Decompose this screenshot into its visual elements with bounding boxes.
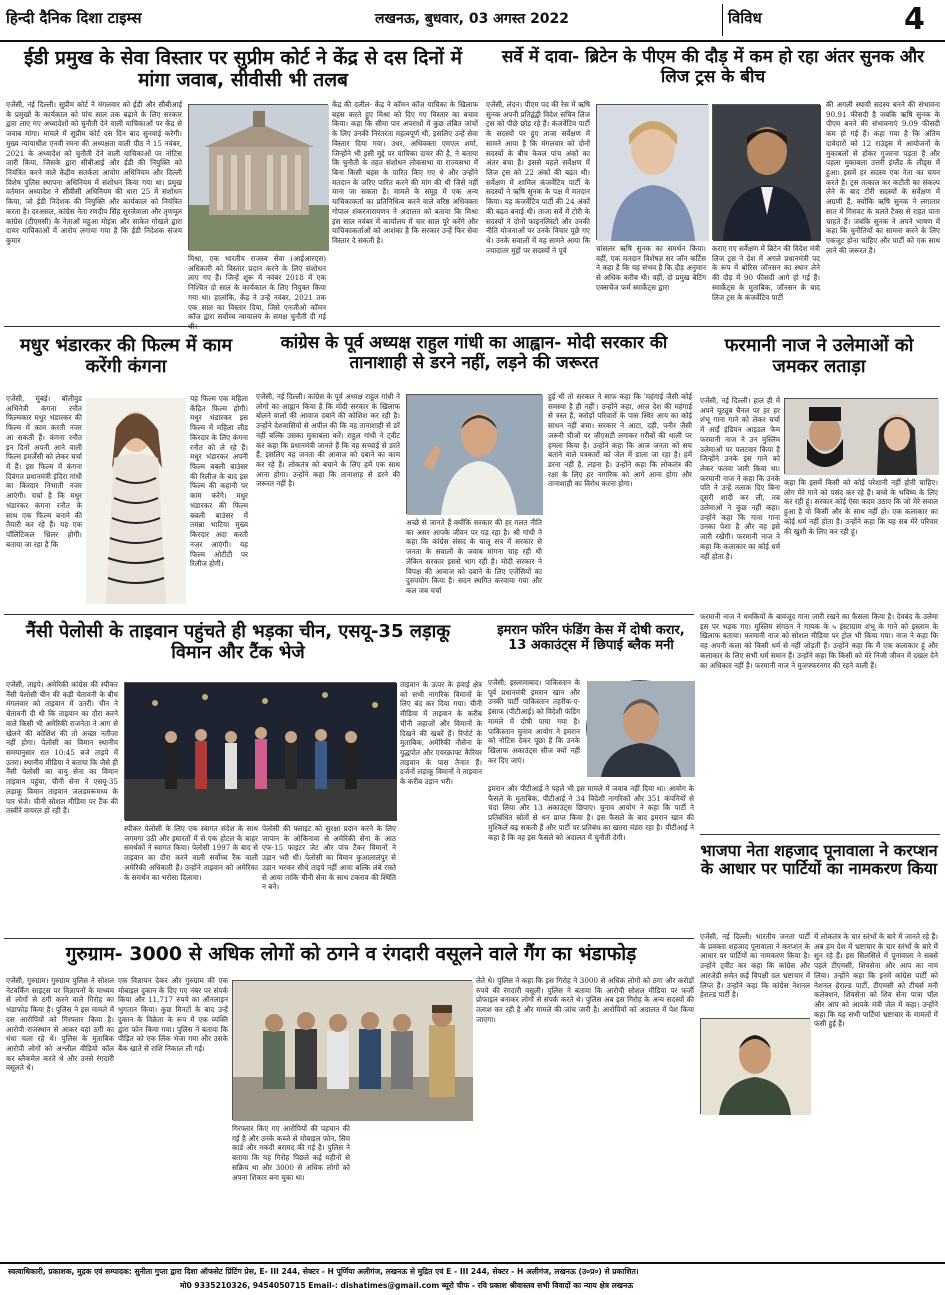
page-number: 4 <box>904 2 925 37</box>
imran-body-col2: इमरान और पीटीआई ने पहले भी इस मामले में जवाब नहीं दिया था। आयोग के फैसले के मुताबिक, पीटीआई ने 34 विदेशी नागरिकों और 351 कंपनियों से चंदा लिया और 13 अकाउंट्स छिपाए। चुनाव आयोग ने कहा कि पार्टी ने प्रतिबंधित स्रोतों से धन प्राप्त किया है। इस फैसले के बाद इमरान खान की मुश्किलें बढ़ सकती हैं और पार्टी पर प्रतिबंध का खतरा मंडरा रहा है। पीटीआई ने कहा है कि वह इस फैसले को अदालत में चुनौती देगी। <box>488 784 694 842</box>
uk-survey-body-col2: चांसलर ऋषि सुनक का समर्थन किया। वहीं, एक मतदान विशेषज्ञ सर जॉन कर्टिस ने कहा है कि यह संभव है कि दौड़ अनुमान से अधिक करीब थी। वहीं, दो प्रमुख बेटिंग एक्सचेंज फर्म स्मार्केट्स द्वारा <box>596 244 706 292</box>
pelosi-body-col3: पेलोसी की फ्लाइट को सुरक्षा प्रदान करने के लिए जापान के ओकिनावा से अमेरिकी सेना के आठ एफ-15 फाइटर जेट और पांच टैंकर विमानों ने उड़ान भरी थी। पेलोसी का विमान कुआलालंपुर से उड़ान भरकर सीधे ताइपे नहीं आया बल्कि लंबे रास्ते से आया ताकि चीनी सेना के साथ टकराव की स्थिति न बने। <box>262 824 396 892</box>
poonawala-headline: भाजपा नेता शहजाद पूनावाला ने करप्शन के आधार पर पार्टियों का नामकरण किया <box>700 841 938 879</box>
paper-name: हिन्दी दैनिक दिशा टाइम्स <box>6 9 142 27</box>
ed-court-body-col3: केंद्र की दलील- केंद्र ने कॉमन कॉज याचिका के खिलाफ बहस करते हुए मिश्रा को दिए गए विस्तार का बचाव किया। कहा कि सीमा पार अपराधों में कुछ लंबित जांचों के लिए उनकी निरंतरता महत्वपूर्ण थी, इसलिए उन्हें सेवा विस्तार दिया गया। उधर, अधिवक्ता एमएल शर्मा, जिन्होंने भी इसी मुद्दे पर याचिका दायर की है, ने बताया कि चुनौती के तहत संशोधन लोकसभा या राज्यसभा में बिना किसी बहस के पारित किए गए थे और उन्होंने मतदान के जरिए पारित करने की मांग की थी जिसे नहीं माना जा सकता है। मामले के समूह में एक अन्य याचिकाकर्ता का प्रतिनिधित्व करने वाले वरिष्ठ अधिवक्ता गोपाल शंकरनारायणन ने अदालत को बताया कि मिश्रा इस साल नवंबर में कार्यालय में चार साल पूरे करेंगे और याचिकाकर्ताओं को आशंका है कि सरकार उन्हें फिर सेवा विस्तार दे सकती है। <box>332 100 478 246</box>
poonawala-body-col2: में लोकतंत्र के चार स्तंभों के बारे में जानते रहे हैं। अब हम देश में भ्रष्टाचार के चार स्तंभों के बारे में सुन रहे हैं। इस सिलसिले में पूनावाला ने सबसे पहले टीएमसी, शिवसेना और आप का नाम लिया। उन्होंने कहा कि इनमें कांग्रेस पार्टी को नेशनल हेराल्ड पार्टी, टीएमसी को टीचर्स मनी कलेक्शन, शिवसेना को शिव सेना पात्रा चॉल और आप को आपके मंत्री जेल में कहा। उन्होंने कहा कि यह सभी पार्टियां भ्रष्टाचार के मामलों में फंसी हुई हैं। <box>814 932 938 1029</box>
farmani-body-col1: एजेंसी, नई दिल्ली। हाल ही में अपने यूट्यूब चैनल पर हर हर शंभू गाना गाने को लेकर चर्चा में आईं इंडियन आइडल फेम फरमानी नाज ने उन मुस्लिम उलेमाओं पर पलटवार किया है जिन्होंने उनके इस गाने को लेकर फतवा जारी किया था। फरमानी नाज ने कहा कि उनके पति ने उन्हें तलाक दिए बिना दूसरी शादी कर ली, तब उलेमाओं ने कुछ नहीं कहा। उन्होंने कहा कि गाना गाना उनका पेशा है और वह इसे जारी रखेंगी। फरमानी नाज ने कहा कि कलाकार का कोई धर्म नहीं होता है। <box>700 396 780 561</box>
uk-survey-body-col3: कराए गए सर्वेक्षण में ब्रिटेन की विदेश मंत्री लिज ट्रस ने देश में अगले प्रधानमंत्री पद के रूप में बोरिस जॉनसन का स्थान लेने की दौड़ में 90 फीसदी आगे हो गई हैं। स्मार्केट्स के मुताबिक, जॉनसन के बाद लिज ट्रस के कंजर्वेटिव पार्टी <box>712 244 820 302</box>
footer-imprint: स्वत्वाधिकारी, प्रकाशक, मुद्रक एवं सम्पादक: सुनीता गुप्ता द्वारा दिशा ऑफसेट प्रिंटिंग प्रेस, E- III 244, सेक्टर - H पूर्णिया अलीगंज, लखनऊ से मुद्रित एवं E - III 244, सेक्टर - H अलीगंज, लखनऊ (उ०प्र०) से प्रकाशित। <box>8 1267 639 1276</box>
section-rule <box>4 326 940 327</box>
rahul-gandhi-photo <box>406 394 542 514</box>
gurugram-body-col2: एक विज्ञापन देकर और गुरुग्राम की एक मोबाइल दुकान के दिए गए नंबर पर संपर्क किया और 11,717 रुपये का ऑनलाइन भुगतान किया। कुछ मिनटों के बाद उन्हें दुकान के विक्रेता के रूप में एक व्यक्ति द्वारा फोन किया गया। पुलिस ने बताया कि पीड़ित को एक लिंक भेजा गया और उसके बैंक खाते से राशि निकाल ली गई। <box>118 976 228 1054</box>
uk-survey-headline: सर्वे में दावा- ब्रिटेन के पीएम की दौड़ में कम हो रहा अंतर सुनक और लिज ट्रस के बीच <box>501 47 925 87</box>
gurugram-body-col4: लेते थे। पुलिस ने कहा कि इस गिरोह ने 3000 से अधिक लोगों को ठगा और करोड़ों रुपये की रंगदारी वसूली। पुलिस ने बताया कि आरोपी सोशल मीडिया पर फर्जी प्रोफाइल बनाकर लोगों से संपर्क करते थे। पुलिस अब इस गिरोह के अन्य सदस्यों की तलाश कर रही है और मामले की जांच जारी है। आरोपियों को अदालत में पेश किया जाएगा। <box>476 976 694 1024</box>
farmani-headline: फरमानी नाज ने उलेमाओं को जमकर लताड़ा <box>724 335 914 377</box>
pelosi-body-col4: ताइवान के ऊपर के हवाई क्षेत्र को सभी नागरिक विमानों के लिए बंद कर दिया गया। चीनी मीडिया में ताइवान के करीब चीनी जहाजों और विमानों के दिखने की खबरें हैं। रिपोर्ट के मुताबिक, अमेरिकी नौसेना के युद्धपोत और एयरक्राफ्ट कैरियर ताइवान के पास तैनात हैं। दर्जनों लड़ाकू विमानों ने ताइवान के करीब उड़ान भरी। <box>400 680 482 787</box>
gurugram-body-col3: गिरफ्तार किए गए आरोपियों की पहचान की गई है और उनके कब्जे से मोबाइल फोन, सिम कार्ड और नकदी बरामद की गई है। पुलिस ने बताया कि यह गिरोह पिछले कई महीनों से सक्रिय था और 3000 से अधिक लोगों को अपना शिकार बना चुका था। <box>232 1124 350 1182</box>
imran-khan-photo <box>586 680 694 776</box>
pelosi-body-col1: एजेंसी, ताइपे। अमेरिकी कांग्रेस की स्पीकर नैंसी पेलोसी चीन की कड़ी चेतावनी के बीच मंगलवार को ताइवान में उतरीं। चीन ने चेतावनी दी थी कि ताइवान का दौरा करने वाले किसी भी अमेरिकी राजनेता ने आग से खेलने की कोशिश की तो अच्छा नतीजा नहीं होगा। पेलोसी का विमान स्थानीय समयानुसार रात 10:45 बजे ताइपे में उतरा। स्थानीय मीडिया ने बताया कि जैसे ही नैंसी पेलोसी का वायु सेना का विमान ताइवान पहुंचा, चीनी सेना ने एसयू-35 लड़ाकू विमान ताइवान जलडमरूमध्य के पार भेजे। चीनी सोशल मीडिया पर टैंक की तस्वीरें वायरल हो रही हैं। <box>6 680 118 816</box>
section-rule <box>4 614 694 615</box>
rahul-body-col3: हुई थी तो सरकार ने साफ कहा कि 'महंगाई जैसी कोई समस्या है ही नहीं'। उन्होंने कहा, आज देश की महंगाई से त्रस्त है, करोड़ों परिवारों के पास स्थिर आय का कोई साधन नहीं बचा। सरकार ने आटा, दही, पनीर जैसी जरूरी चीजों पर जीएसटी लगाकर गरीबों की थाली पर हमला किया है। उन्होंने कहा कि आज जनता को सच बताने वाले पत्रकारों को जेल में डाला जा रहा है। हमें डरना नहीं है, लड़ना है। उन्होंने कहा कि लोकतंत्र की रक्षा के लिए हर नागरिक को आगे आना होगा और तानाशाही का विरोध करना होगा। <box>548 392 692 489</box>
rahul-body-col2: अच्छे से जानते हैं क्योंकि सरकार की हर गलत नीति का असर आपके जीवन पर पड़ रहा है। श्री गांधी ने कहा कि कांग्रेस संसद के चालू सत्र में सरकार से जनता के सवालों के जवाब मांगना चाह रही थी लेकिन सरकार इससे भाग रही है। मोदी सरकार ने विपक्ष की आवाज को दबाने के लिए एजेंसियों का दुरुपयोग किया है। सदन स्थगित करवाया गया और कल जब चर्चा <box>406 518 542 596</box>
ed-court-headline: ईडी प्रमुख के सेवा विस्तार पर सुप्रीम कोर्ट ने केंद्र से दस दिनों में मांगा जवाब, सीवीसी भी तलब <box>24 47 462 91</box>
rahul-body-col1: एजेंसी, नई दिल्ली। कांग्रेस के पूर्व अध्यक्ष राहुल गांधी ने लोगों का आह्वान किया है कि मोदी सरकार के खिलाफ बोलने वालों की आवाज दबाने की कोशिश कर रही है। उन्होंने देशवासियों से अपील की कि वह तानाशाही से डरें नहीं बल्कि उसका मुकाबला करें। राहुल गांधी ने ट्वीट कर कहा कि प्रधानमंत्री जानते हैं कि वह सच्चाई से डरते हैं, इसलिए वह जनता की आवाज को दबाने का काम कर रहे हैं। लोकतंत्र को बचाने के लिए हमें एक साथ आना होगा। उन्होंने कहा कि तानाशाह से डरने की जरूरत नहीं है। <box>256 392 400 489</box>
rahul-headline: कांग्रेस के पूर्व अध्यक्ष राहुल गांधी का आह्वान- मोदी सरकार की तानाशाही से डरने नहीं, लड़ने की जरूरत <box>280 333 668 373</box>
farmani-body-col3: फरमानी नाज ने धमकियों के बावजूद गाना जारी रखने का फैसला किया है। देवबंद के उलेमा इस पर भड़क गए। मुस्लिम संगठन ने गायक के ५ इंस्टाग्राम शंभू के गाने को इस्लाम के खिलाफ बताया। फरमानी नाज को सोशल मीडिया पर ट्रोल भी किया गया। नाज ने कहा कि वह अपनी कला को किसी धर्म से नहीं जोड़ती हैं। उन्होंने कहा कि मैं एक कलाकार हूं और कलाकार के लिए सभी धर्म समान हैं। उन्होंने कहा कि किसी को मेरे निजी जीवन में दखल देने का अधिकार नहीं है। फरमानी नाज ने मुजफ्फरनगर की रहने वाली हैं। <box>700 612 938 670</box>
imran-headline: इमरान फॉरेन फंडिंग केस में दोषी करार, 13 अकाउंट्स में छिपाई ब्लैक मनी <box>497 623 685 653</box>
dateline: लखनऊ, बुधवार, 03 अगस्त 2022 <box>375 11 570 27</box>
liz-truss-photo <box>596 104 708 240</box>
supreme-court-photo <box>188 104 328 250</box>
uk-survey-body-col4: की अगली स्थायी सदस्य बनने की संभावना 90.91 फीसदी है जबकि ऋषि सुनक के पीएम बनने की संभावनाएं 9.09 फीसदी कम हो गई हैं। कहा गया है कि अंतिम दावेदारों को 12 राउंड्स में आयोजनों के मुकाबलों से होकर गुजरना पड़ता है और पहला मुकाबला उत्तरी इंग्लैंड के लीड्स में हुआ। इसमें हर सदस्य एक नेता का चयन करते हैं। ट्रस तत्काल कर कटौती का संकल्प लेने के बाद टोरी सदस्यों के सर्वेक्षण में अग्रणी हैं, क्योंकि ऋषि सुनक ने लगातार सात में गिरावट के चलते टैक्स से राहत पाना चाहते हैं। जबकि सुनक ने अपने भाषण में कहा कि चुनौतियों का सामना करने के लिए एकजुट होना चाहिए और पार्टी को एक साथ लाने की जरूरत है। <box>826 100 940 255</box>
pelosi-body-col2: स्पीकर पेलोसी के लिए एक स्वागत संदेश के साथ जगमगा उठी और इमारतों में से एक होटल के बाहर समर्थकों ने स्वागत किया। पेलोसी 1997 के बाद से ताइवान का दौरा करने वाली सर्वोच्च रैंक वाली अमेरिकी अधिकारी हैं। उन्होंने ताइवान को अमेरिका के समर्थन का भरोसा दिलाया। <box>124 824 258 882</box>
uk-survey-body-col1: एजेंसी, लंदन। पीएम पद की रेस में ऋषि सुनक अपनी प्रतिद्वंद्वी विदेश सचिव लिज ट्रस को पीछे छोड़ रहे हैं। कंजर्वेटिव पार्टी के सदस्यों पर हुए ताजा सर्वेक्षण में सामने आया है कि मंगलवार को दोनों सदस्यों के बीच केवल पांच अंकों का अंतर बचा है। इससे पहले सर्वेक्षण में लिज ट्रस को 22 अंकों की बढ़त थी। सर्वेक्षण में शामिल कंजर्वेटिव पार्टी के सदस्यों ने ऋषि सुनक के पक्ष में मतदान किया। यह कंजर्वेटिव पार्टी की 24 अंकों की बढ़त बनाई थी। ताजा सर्वे में टोरी के सदस्यों ने दोनों फाइनलिस्टों और उनकी नीति योजनाओं पर उनके विचार पूछे गए थे। उनके सवालों में यह सामने आया कि ज्यादातर मुद्दों पर सदस्यों ने पूर्व <box>486 100 590 255</box>
poonawala-photo <box>700 1018 810 1114</box>
kangana-body-col1: एजेंसी, मुंबई। बॉलीवुड अभिनेत्री कंगना रनौत फिल्मकार मधुर भंडारकर की फिल्म में काम करती नजर आ सकती हैं। कंगना रनौत इन दिनों अपनी आने वाली फिल्म इमर्जेंसी को लेकर चर्चा में हैं। इस फिल्म में कंगना दिवंगत प्रधानमंत्री इंदिरा गांधी का किरदार निभाती नजर आएंगी। चर्चा है कि मधुर भंडारकर कंगना रनौत के साथ एक फिल्म बनाने की तैयारी कर रहे हैं। यह एक पॉलिटिकल थ्रिलर होगी। बताया जा रहा है कि <box>6 394 82 549</box>
imran-body-col1: एजेंसी, इस्लामाबाद। पाकिस्तान के पूर्व प्रधानमंत्री इमरान खान और उनकी पार्टी पाकिस्तान तहरीक-ए-इंसाफ (पीटीआई) को विदेशी फंडिंग मामले में दोषी पाया गया है। पाकिस्तान चुनाव आयोग ने इमरान को नोटिस देकर पूछा है कि उनके खिलाफ अकाउंट्स सीज क्यों नहीं कर दिए जाएं। <box>488 678 580 765</box>
masthead <box>0 0 945 42</box>
gurugram-headline: गुरुग्राम- 3000 से अधिक लोगों को ठगने व रंगदारी वसूलने वाले गैंग का भंडाफोड़ <box>65 943 637 965</box>
pelosi-taiwan-photo <box>124 682 396 820</box>
farmani-naaz-photo <box>784 398 938 474</box>
section-rule <box>700 834 940 835</box>
gurugram-arrest-photo <box>232 980 472 1120</box>
footer-contact: मो0 9335210326, 9454050715 Email-: dishatimes@gmail.com ब्यूरो चीफ - रवि प्रकाश श्रीवास्तव सभी विवादों का न्याय क्षेत्र लखनऊ <box>180 1281 634 1290</box>
farmani-body-col2: कहा कि इसमें किसी को कोई परेशानी नहीं होनी चाहिए। लोग मेरे गाने को पसंद कर रहे हैं। बच्चे के भविष्य के लिए कर रही हूं। सरकार कोई ऐसा कदम उठाए कि जो मेरे सवाल हुआ है वो किसी और के साथ नहीं हो। एक कलाकार का कोई धर्म नहीं होता है। उन्होंने कहा कि यह सब मेरे परिवार की खुशी के लिए कर रही हूं। <box>784 478 938 536</box>
footer <box>0 1262 945 1295</box>
ed-court-body-col1: एजेंसी, नई दिल्ली। सुप्रीम कोर्ट ने मंगलवार को ईडी और सीबीआई के प्रमुखों के कार्यकाल को पांच साल तक बढ़ाने के लिए सरकार द्वारा लाए गए अध्यादेशों को चुनौती देने वाली याचिकाओं पर केंद्र से जवाब मांगा। मामले में सुप्रीम कोर्ट दस दिन बाद सुनवाई करेगी। मुख्य न्यायाधीश एनवी रमना की अध्यक्षता वाली पीठ ने 15 नवंबर, 2021 के अध्यादेश को चुनौती देने वाली याचिकाओं पर नोटिस जारी किया, जिसके द्वारा सीबीआई और ईडी की नियुक्ति को नियंत्रित करने वाले केंद्रीय सतर्कता आयोग अधिनियम और दिल्ली विशेष पुलिस स्थापना अधिनियम में संशोधन किया गया था। प्रमुख वर्तमान अध्यादेश ने सीवीसी अधिनियम की धारा 25 में संशोधन किया, जो ईडी निदेशक की नियुक्ति और कार्यकाल को नियंत्रित करता है। दरअसल, कांग्रेस नेता रणदीप सिंह सुरजेवाला और तृणमूल कांग्रेस (टीएमसी) के नेताओं महुआ मोइत्रा और साकेत गोखले द्वारा दायर याचिकाओं में आरोप लगाया गया है कि ईडी निदेशक संजय कुमार <box>6 100 182 246</box>
kangana-photo <box>86 398 186 604</box>
pelosi-headline: नैंसी पेलोसी के ताइवान पहुंचते ही भड़का चीन, एसयू-35 लड़ाकू विमान और टैंक भेजे <box>25 621 451 663</box>
section-label: विविध <box>728 9 762 27</box>
gurugram-body-col1: एजेंसी, गुरुग्राम। गुरुग्राम पुलिस ने सोशल नेटवर्किंग साइट्स पर विज्ञापनों के माध्यम से लोगों से ठगी करने वाले गिरोह का भंडाफोड़ किया है। पुलिस ने इस मामले में दस आरोपियों को गिरफ्तार किया है। आरोपी राजस्थान से आकर यहां ठगी का धंधा चला रहे थे। पुलिस के मुताबिक आरोपी लोगों को अश्लील वीडियो कॉल कर ब्लैकमेल करते थे और उनसे रंगदारी वसूलते थे। <box>6 976 114 1073</box>
masthead-divider <box>722 4 723 36</box>
section-rule <box>4 938 694 939</box>
rishi-sunak-photo <box>712 104 820 240</box>
kangana-headline: मधुर भंडारकर की फिल्म में काम करेंगी कंगना <box>19 335 233 377</box>
poonawala-body-col1: एजेंसी, नई दिल्ली। भारतीय जनता पार्टी के प्रवक्ता शहजाद पूनावाला ने करप्शन के आधार पर पार्टियों का नामकरण किया है। उन्होंने ट्वीट कर कहा कि कांग्रेस और आरजेडी समेत कई विपक्षी दल भ्रष्टाचार में लिप्त हैं। उन्होंने कहा कि कांग्रेस नेशनल हेराल्ड पार्टी है। <box>700 932 810 1000</box>
ed-court-body-col2: मिश्रा, एक भारतीय राजस्व सेवा (आईआरएस) अधिकारी को विस्तार प्रदान करने के लिए संशोधन लाए गए हैं। जिन्हें शुरू में नवंबर 2018 में एक निश्चित दो साल के कार्यकाल के लिए नियुक्त किया गया था। हालांकि, केंद्र ने उन्हें नवंबर, 2021 तक एक साल का विस्तार दिया, जिसे एनजीओ कॉमन कॉज द्वारा सर्वोच्च न्यायालय के समक्ष चुनौती दी गई <box>188 254 326 322</box>
kangana-body-col2: यह फिल्म एक महिला केंद्रित फिल्म होगी। मधुर भंडारकर इस फिल्म में महिला लीड किरदार के लिए कंगना रनौत को ले रहे हैं। मधुर भंडारकर अपनी फिल्म बबली बाउंसर की रिलीज के बाद इस फिल्म की कहानी पर काम करेंगे। मधुर भंडारकर की फिल्म बबली बाउंसर में तमन्ना भाटिया मुख्य किरदार अदा करती नजर आएंगी। यह फिल्म ओटीटी पर रिलीज होगी। <box>190 394 248 569</box>
